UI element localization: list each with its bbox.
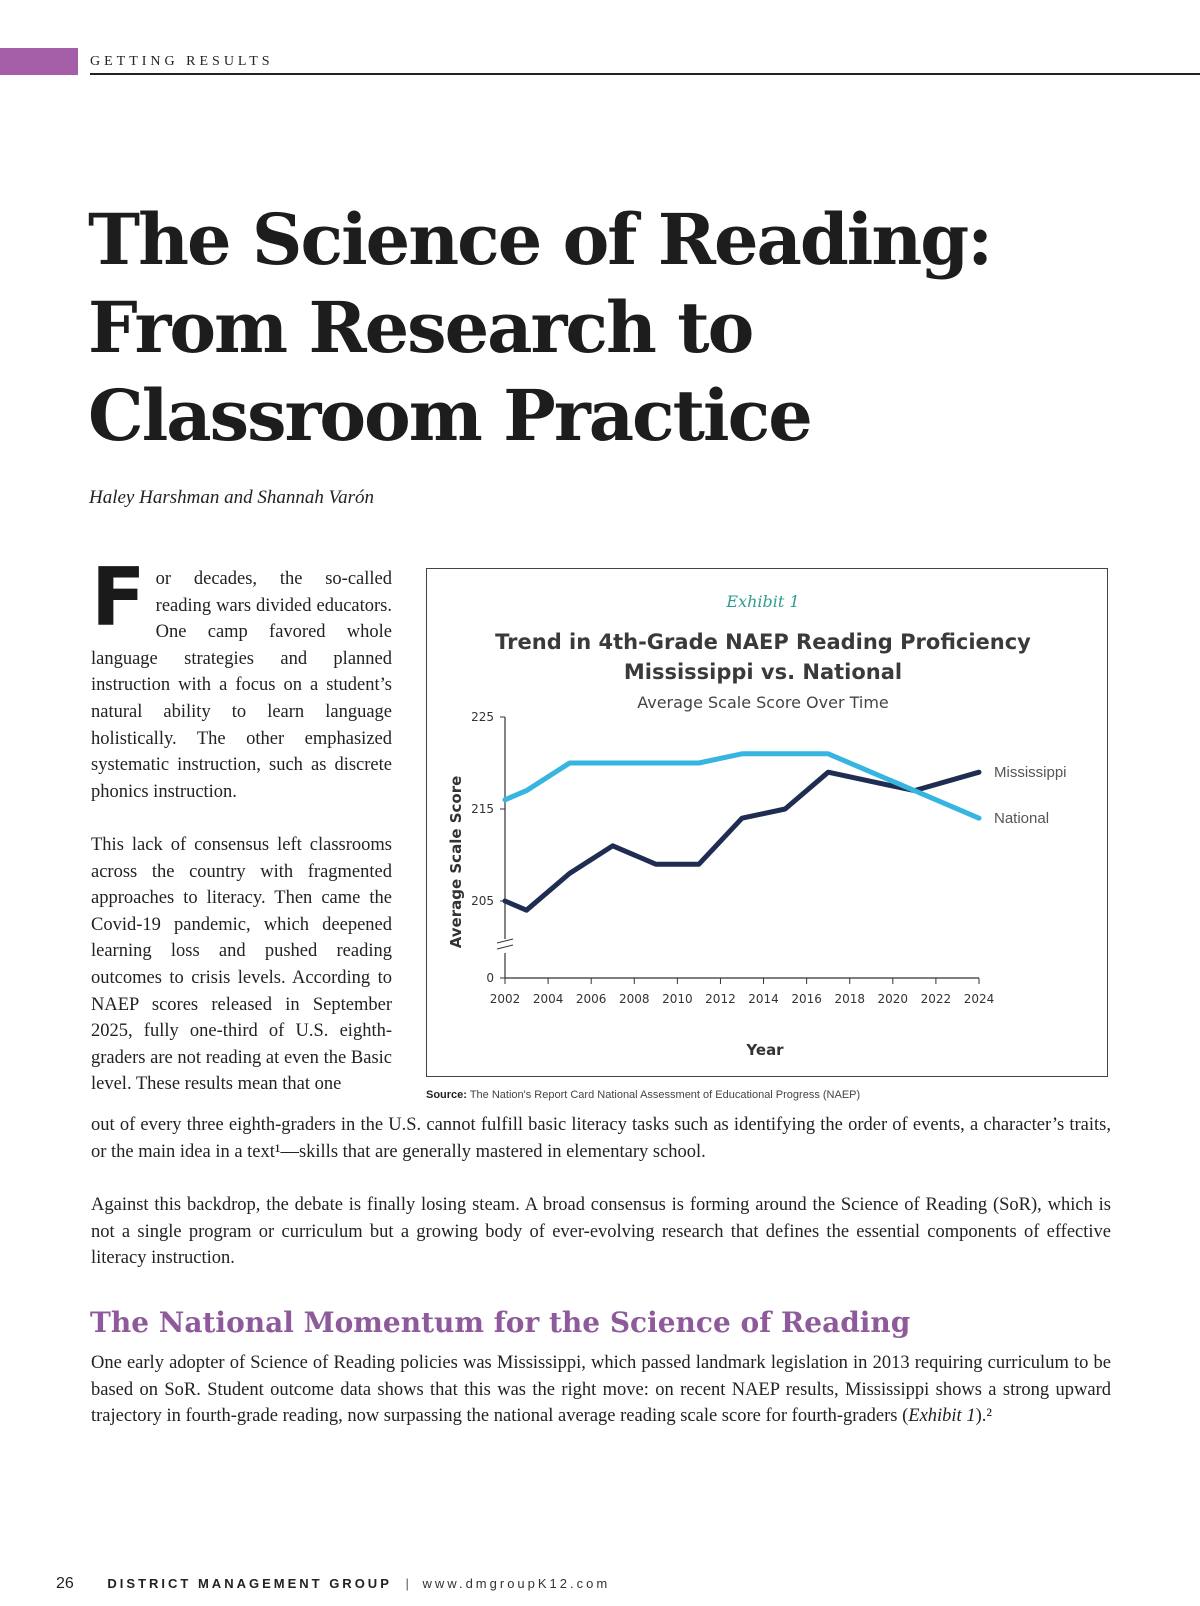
y-axis-label: Average Scale Score <box>447 775 465 949</box>
x-tick-label: 2018 <box>834 992 866 1006</box>
paragraph-intro <box>91 551 392 805</box>
x-tick-label: 2022 <box>920 992 952 1006</box>
national-series-line <box>505 754 979 818</box>
page-footer <box>56 1575 610 1593</box>
chart-title-line2: Mississippi vs. National <box>623 660 903 684</box>
source-text: The Nation's Report Card National Assessment of Educational Progress (NAEP) <box>469 1089 861 1101</box>
x-tick-label: 2012 <box>705 992 736 1006</box>
x-tick-label: 2010 <box>662 992 693 1006</box>
x-tick-label: 2020 <box>877 992 909 1006</box>
paragraph-mississippi <box>91 1350 1111 1430</box>
x-tick-label: 2008 <box>618 992 650 1006</box>
x-tick-label: 2004 <box>532 992 564 1006</box>
x-tick-label: 2024 <box>963 992 995 1006</box>
footer-org: DISTRICT MANAGEMENT GROUP <box>107 1576 392 1591</box>
paragraph-backdrop: Against this backdrop, the debate is finally losing steam. A broad consensus is forming around the Science of Reading (SoR), which is not a single program or curriculum but a growing body of ever-evolving research that defines the essential components of effective literacy instruction. <box>91 1195 1111 1269</box>
page-number: 26 <box>56 1575 74 1592</box>
x-tick-label: 2002 <box>489 992 521 1006</box>
paragraph-mississippi-text: One early adopter of Science of Reading policies was Mississippi, which passed landmark legislation in 2013 requiring curriculum to be based on SoR. Student outcome data shows that this was the right move: on recent NAEP results, Mississippi shows a strong upward trajectory in fourth-grade reading, now surpassing the national average reading scale score for fourth-graders ( <box>91 1353 1111 1427</box>
section-label: GETTING RESULTS <box>90 54 274 69</box>
y-tick-label: 0 <box>486 971 494 985</box>
article-title: The Science of Reading: From Research to Classroom Practice <box>88 198 992 457</box>
chart-title: Trend in 4th-Grade NAEP Reading Proficiency <box>495 630 1031 654</box>
left-column <box>91 551 392 1098</box>
header-rule <box>90 73 1200 75</box>
paragraph-intro-text: or decades, the so-called reading wars divided educators. One camp favored whole language strategies and planned instruction with a focus on a student’s natural ability to learn language holistically. The other emphasized systematic instruction, such as discrete phonics instruction. <box>91 569 392 802</box>
y-axis-break-mark <box>497 945 513 949</box>
y-tick-label: 225 <box>471 710 494 724</box>
source-label: Source: <box>426 1089 467 1101</box>
line-chart <box>427 569 1109 1078</box>
y-tick-label: 215 <box>471 802 494 816</box>
chart-series <box>505 754 979 910</box>
exhibit-source <box>426 1089 860 1101</box>
drop-cap: F <box>91 551 146 644</box>
national-series-label: National <box>994 810 1050 828</box>
chart-subtitle: Average Scale Score Over Time <box>637 693 889 712</box>
paragraph-consensus: This lack of consensus left classrooms across the country with fragmented approaches to literacy. Then came the Covid-19 pandemic, which deepened learning loss and pushed reading outcomes to crisis levels. According to NAEP scores released in September 2025, fully one-third of U.S. eighth-graders are not reading at even the Basic level. These results mean that one <box>91 834 392 1095</box>
paragraph-consensus-continued: out of every three eighth-graders in the U.S. cannot fulfill basic literacy tasks such as identifying the order of events, a character’s traits, or the main idea in a text¹—skills that are generally mastered in elementary school. <box>91 1115 1111 1162</box>
x-axis-label: Year <box>746 1041 784 1059</box>
y-tick-label: 205 <box>471 894 494 908</box>
footer-url[interactable]: www.dmgroupK12.com <box>422 1576 611 1591</box>
x-tick-label: 2016 <box>791 992 822 1006</box>
footer-separator: | <box>405 1576 409 1591</box>
exhibit-reference: Exhibit 1 <box>908 1406 976 1427</box>
x-tick-label: 2014 <box>748 992 779 1006</box>
article-authors: Haley Harshman and Shannah Varón <box>89 487 374 508</box>
paragraph-mississippi-end: ).² <box>975 1406 992 1427</box>
header-accent-bar <box>0 48 78 75</box>
mississippi-series-line <box>505 772 979 910</box>
section-heading: The National Momentum for the Science of Reading <box>90 1306 911 1339</box>
x-tick-label: 2006 <box>575 992 607 1006</box>
exhibit-box <box>426 568 1108 1077</box>
exhibit-label: Exhibit 1 <box>726 592 800 611</box>
mississippi-series-label: Mississippi <box>994 764 1067 782</box>
chart-series-labels <box>994 764 1067 827</box>
y-axis-break-mark <box>497 939 513 943</box>
